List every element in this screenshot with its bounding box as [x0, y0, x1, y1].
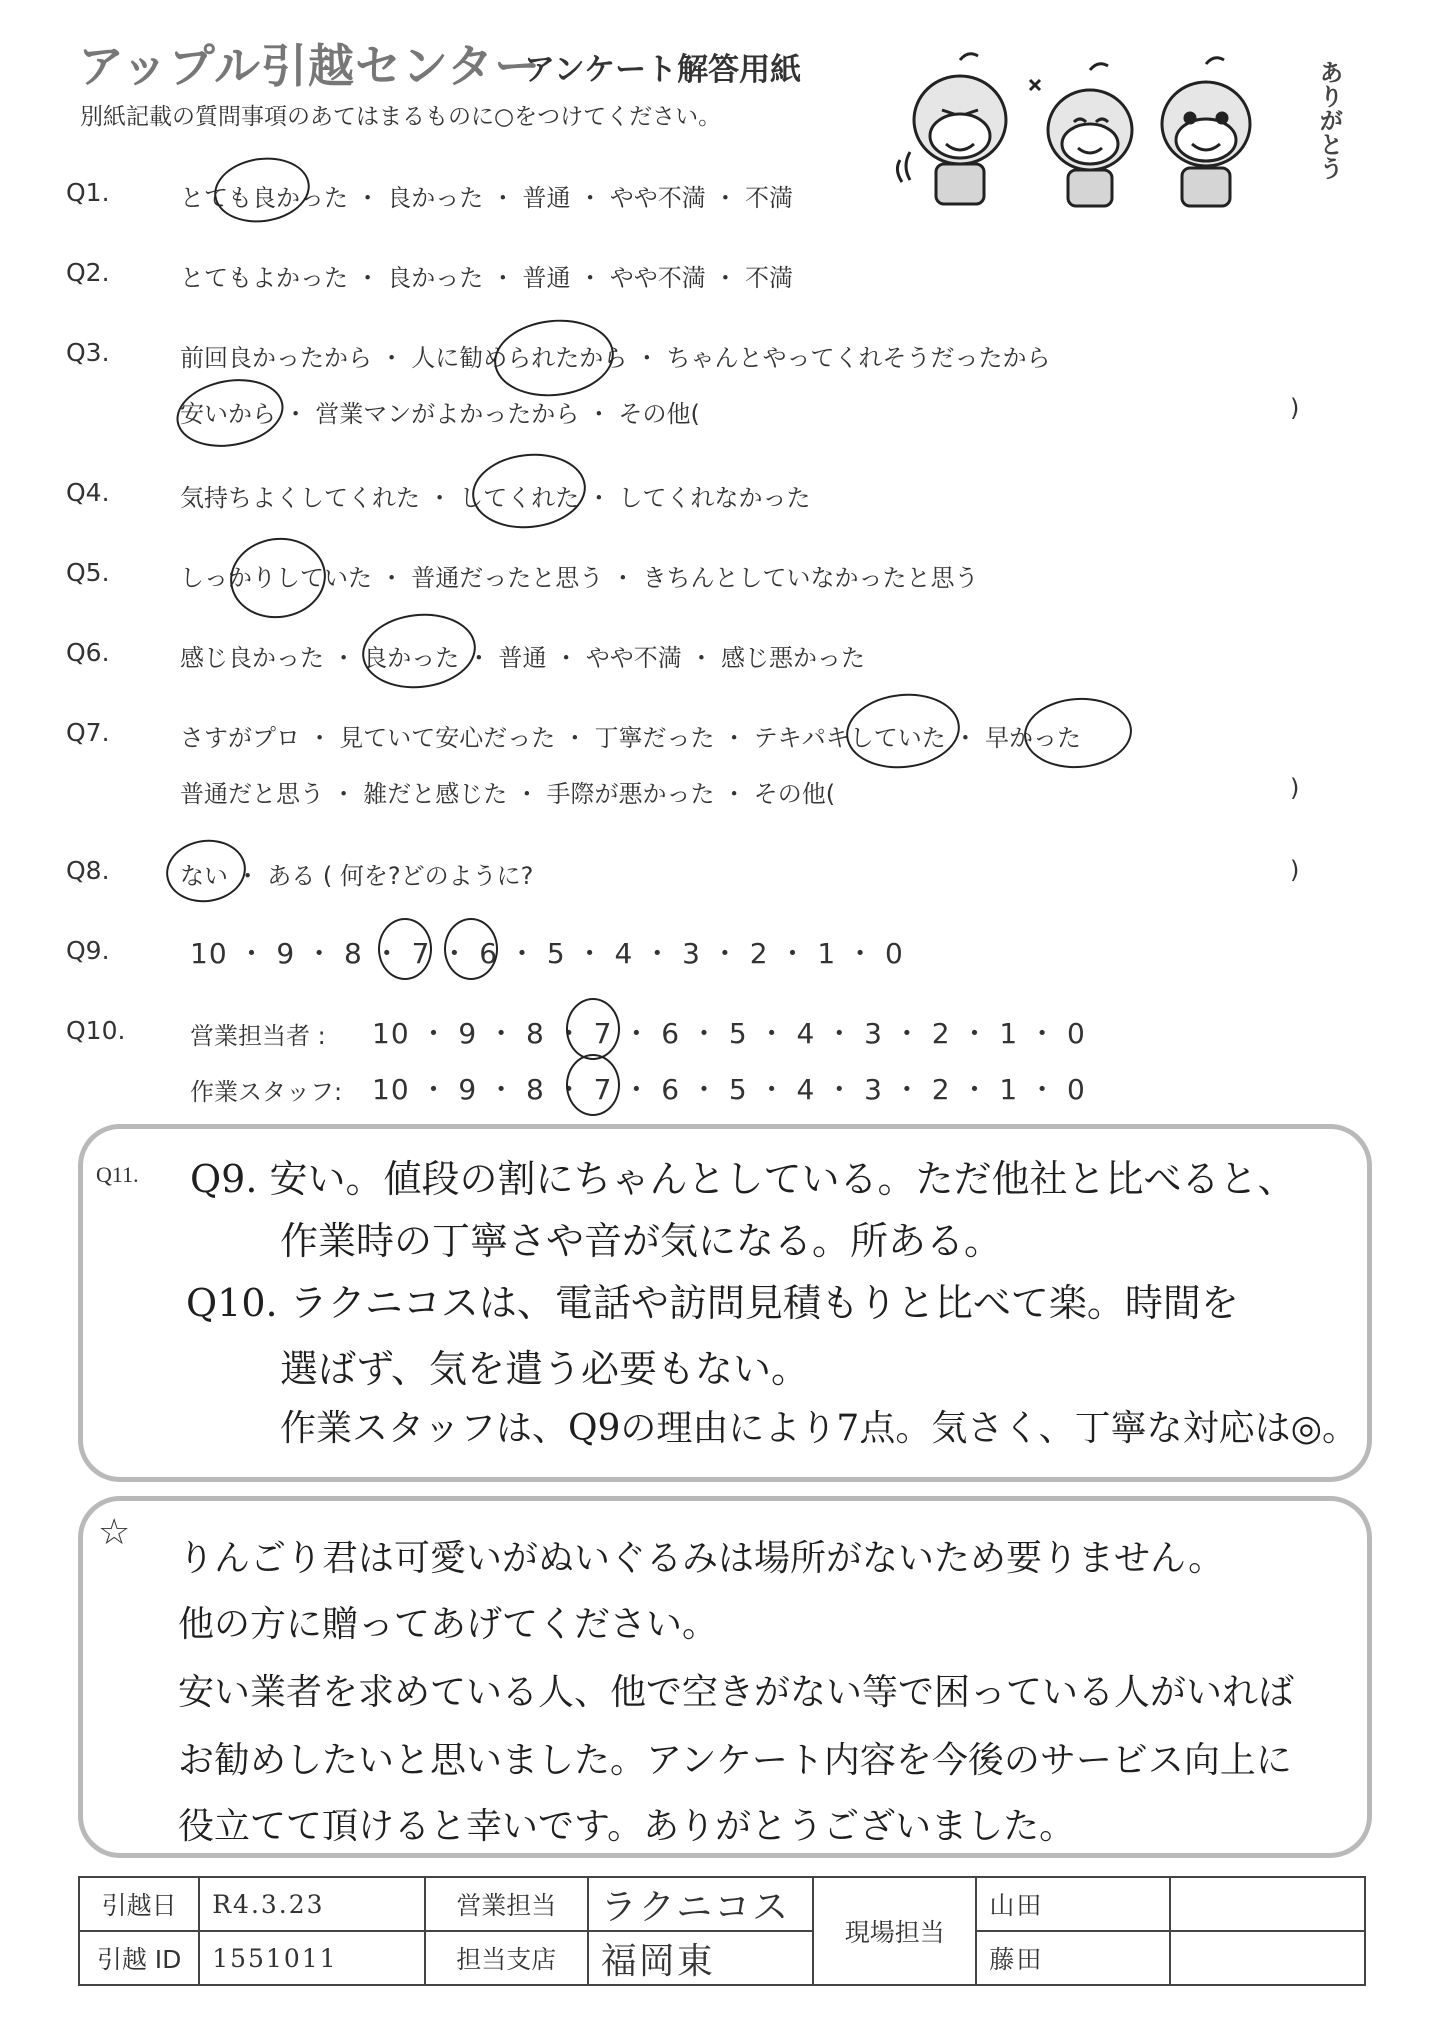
- company-title: アップル引越センター: [78, 39, 542, 93]
- q11-line-1: Q9. 安い。値段の割にちゃんとしている。ただ他社と比べると、: [190, 1157, 1296, 1201]
- q5-options: しっかりしていた ・ 普通だったと思う ・ きちんとしていなかったと思う: [180, 564, 979, 592]
- q4-label: Q4.: [66, 478, 110, 507]
- comment-line-2: 他の方に贈ってあげてください。: [178, 1604, 719, 1645]
- q11-line-4: 選ばず、気を遣う必要もない。: [280, 1347, 809, 1391]
- q6-label: Q6.: [66, 638, 110, 667]
- mascot-middle-icon: [1030, 64, 1132, 206]
- q8-options: ない ・ ある ( 何を?どのように?: [180, 862, 534, 890]
- q4-options: 気持ちよくしてくれた ・ してくれた ・ してくれなかった: [180, 484, 811, 512]
- move-id-label: 引越 ID: [79, 1931, 199, 1985]
- q11-line-2: 作業時の丁寧さや音が気になる。所ある。: [280, 1219, 1003, 1263]
- q9-scale: 10 ・ 9 ・ 8 ・ 7 ・ 6 ・ 5 ・ 4 ・ 3 ・ 2 ・ 1 ・ 0: [190, 937, 904, 970]
- q7-label: Q7.: [66, 718, 110, 747]
- q10-label: Q10.: [66, 1016, 126, 1045]
- q5-selection-circle: [225, 532, 331, 625]
- q7-close-paren: ): [1290, 774, 1300, 802]
- q3-selection-circle-cheap: [171, 371, 289, 455]
- q7-options-line1: さすがプロ ・ 見ていて安心だった ・ 丁寧だった ・ テキパキしていた ・ 早かった: [180, 724, 1082, 752]
- q9-selection-circle-6: [444, 918, 498, 980]
- q10-sales-label: 営業担当者 :: [190, 1022, 326, 1050]
- q6-selection-circle: [358, 608, 479, 694]
- branch-label: 担当支店: [425, 1931, 588, 1985]
- info-row-1: [79, 1877, 1365, 1931]
- q4-selection-circle: [468, 448, 589, 534]
- q11-line-3: Q10. ラクニコスは、電話や訪問見積もりと比べて楽。時間を: [186, 1281, 1239, 1325]
- site-staff-1: 山田: [976, 1877, 1169, 1931]
- q10-staff-scale: 10 ・ 9 ・ 8 ・ 7 ・ 6 ・ 5 ・ 4 ・ 3 ・ 2 ・ 1 ・ 0: [372, 1073, 1086, 1106]
- q3-selection-circle-recommended: [490, 314, 617, 402]
- comment-line-5: 役立てて頂けると幸いです。ありがとうございました。: [178, 1806, 1076, 1847]
- q7-options-line2: 普通だと思う ・ 雑だと感じた ・ 手際が悪かった ・ その他(: [180, 780, 836, 808]
- q3-close-paren: ): [1290, 394, 1300, 422]
- site-staff-empty-1: [1170, 1877, 1365, 1931]
- comment-line-1: りんごり君は可愛いがぬいぐるみは場所がないため要りません。: [178, 1538, 1225, 1579]
- q10-staff-selection-circle: [566, 1054, 620, 1116]
- branch-value: 福岡東: [588, 1931, 813, 1985]
- move-date-label: 引越日: [79, 1877, 199, 1931]
- q1-label: Q1.: [66, 178, 110, 207]
- info-row-2: [79, 1931, 1365, 1985]
- q6-options: 感じ良かった ・ 良かった ・ 普通 ・ やや不満 ・ 感じ悪かった: [180, 644, 866, 672]
- move-id-value: 1551011: [199, 1931, 424, 1985]
- q7-selection-circle-brisk: [842, 688, 963, 774]
- star-icon: ☆: [98, 1512, 131, 1553]
- move-date-value: R4.3.23: [199, 1877, 424, 1931]
- q11-label: Q11.: [96, 1162, 139, 1187]
- q3-options-line1: 前回良かったから ・ 人に勧められたから ・ ちゃんとやってくれそうだったから: [180, 344, 1051, 372]
- q7-selection-circle-fast: [1022, 694, 1135, 771]
- form-subtitle: アンケート解答用紙: [524, 52, 802, 88]
- mascot-right-icon: [1162, 58, 1250, 206]
- move-info-table: [78, 1876, 1366, 1986]
- instruction-text: 別紙記載の質問事項のあてはまるものに○をつけてください。: [80, 104, 722, 130]
- thanks-text: ありがとう: [1315, 60, 1343, 180]
- q10-sales-scale: 10 ・ 9 ・ 8 ・ 7 ・ 6 ・ 5 ・ 4 ・ 3 ・ 2 ・ 1 ・ 0: [372, 1017, 1086, 1050]
- mascot-illustration: [890, 40, 1290, 220]
- q1-options: とても良かった ・ 良かった ・ 普通 ・ やや不満 ・ 不満: [180, 184, 794, 212]
- q10-sales-selection-circle: [566, 998, 620, 1060]
- comment-line-3: 安い業者を求めている人、他で空きがない等で困っている人がいれば: [178, 1672, 1295, 1713]
- q8-close-paren: ): [1290, 856, 1300, 884]
- q11-line-5: 作業スタッフは、Q9の理由により7点。気さく、丁寧な対応は◎。: [280, 1408, 1359, 1449]
- site-label: 現場担当: [813, 1877, 976, 1985]
- q2-options: とてもよかった ・ 良かった ・ 普通 ・ やや不満 ・ 不満: [180, 264, 794, 292]
- comment-line-4: お勧めしたいと思いました。アンケート内容を今後のサービス向上に: [178, 1740, 1292, 1781]
- q3-options-line2: 安いから ・ 営業マンがよかったから ・ その他(: [180, 400, 700, 428]
- site-staff-2: 藤田: [976, 1931, 1169, 1985]
- mascot-left-icon: [897, 54, 1006, 204]
- q5-label: Q5.: [66, 558, 110, 587]
- q10-staff-label: 作業スタッフ:: [190, 1078, 343, 1106]
- q8-selection-circle: [162, 835, 250, 908]
- q1-selection-circle: [210, 152, 314, 229]
- q9-label: Q9.: [66, 936, 110, 965]
- q8-label: Q8.: [66, 856, 110, 885]
- site-staff-empty-2: [1170, 1931, 1365, 1985]
- q3-label: Q3.: [66, 338, 110, 367]
- q9-selection-circle-7: [378, 918, 432, 980]
- sales-value: ラクニコス: [588, 1877, 813, 1931]
- sales-label: 営業担当: [425, 1877, 588, 1931]
- q2-label: Q2.: [66, 258, 110, 287]
